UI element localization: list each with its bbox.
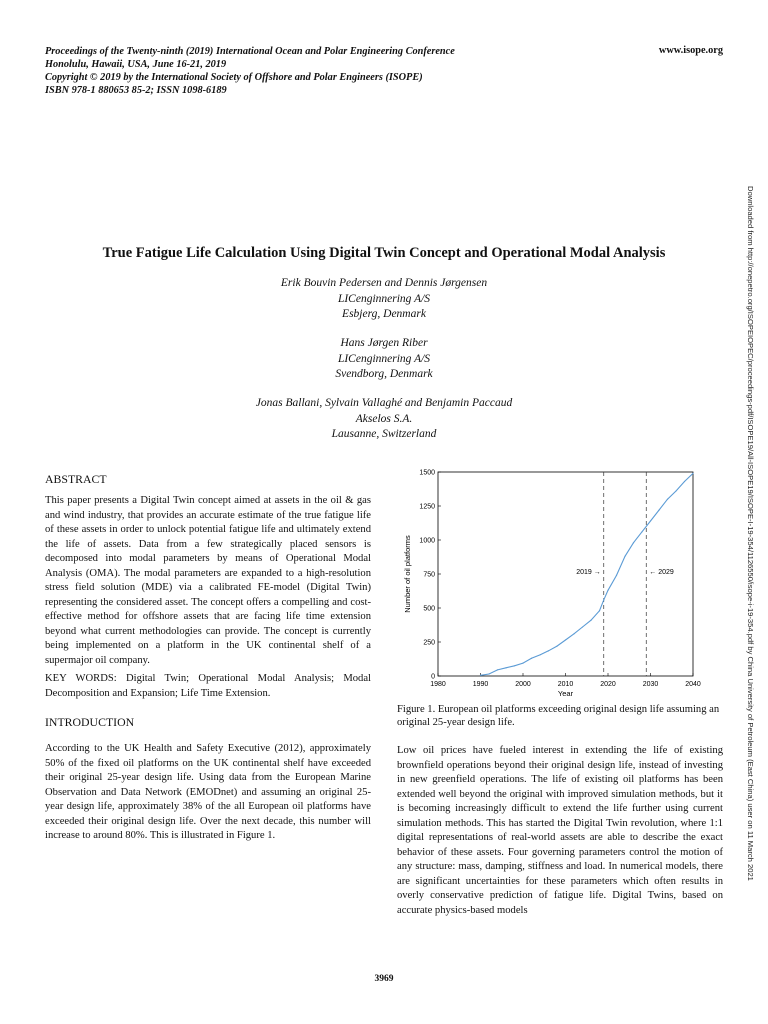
author-location: Esbjerg, Denmark: [342, 308, 426, 320]
data-point: [590, 620, 591, 621]
abstract-text: This paper presents a Digital Twin concept aimed at assets in the oil & gas and wind industry, that provides an accurate estimate of the true fatigue life of these assets in order to unlock potential fatigue life and ultimately extend the life of assets. Data from a few strategically placed sensors is decomposed into modal parameters by means of Operational Modal Analysis (OMA). The modal parameters are expanded to a high-resolution stress field solution (MDE) via a calibrated FE-model (Digital Twin) representing the considered asset. The concept offers a compelling and cost-effective method for offshore assets that are facing life time extension beyond what current methodologies can provide. The concept is currently being implemented on a platform in the UK continental shelf of a supermajor oil company.: [45, 495, 371, 666]
download-note: Downloaded from http://onepetro.org/ISOPEIOPEC/proceedings-pdf/ISOPE19/All-ISOPE19/ISOPE-I-19-354/1126550/isope-i-19-354.pdf by China University of Petroleum (East China) user on 11 March 2021: [746, 186, 755, 881]
y-tick-label: 1500: [419, 469, 435, 477]
proceedings-header: [45, 45, 455, 97]
data-point: [650, 520, 651, 521]
author-affiliation: LICenginnering A/S: [337, 292, 431, 305]
author-group-1: [0, 276, 768, 323]
data-point: [675, 490, 676, 491]
annotation-label: ← 2029: [649, 569, 674, 576]
abstract-heading: ABSTRACT: [45, 472, 107, 486]
keywords: KEY WORDS: Digital Twin; Operational Modal Analysis; Modal Decomposition and Expansion; Life Time Extension.: [45, 673, 371, 699]
data-point: [658, 509, 659, 510]
body-text: Low oil prices have fueled interest in extending the life of existing brownfield operations beyond their original design life, instead of investing in new greenfield operations. The life of existing oil platforms has been extended well beyond the original with improved simulation methods, but it is becoming increasingly difficult to extend the life further using current simulation methods. This has started the Digital Twin revolution, where 1:1 digital representations of real-world assets are able to describe the exact behavior of these assets. Four governing parameters control the motion of any structure: mass, damping, stiffness and load. In numerical models, there are significant uncertainties for these parameters which often results in overly conservative prediction of fatigue life. Digital Twins, based on accurate physics-based models: [397, 745, 723, 916]
page-number: 3969: [374, 974, 394, 984]
header-line: Honolulu, Hawaii, USA, June 16-21, 2019: [45, 59, 227, 70]
author-names: Jonas Ballani, Sylvain Vallaghé and Benjamin Paccaud: [255, 397, 513, 409]
author-location: Svendborg, Denmark: [335, 368, 433, 380]
author-group-2: [0, 336, 768, 383]
annotation-label: 2019 →: [576, 569, 601, 576]
data-point: [667, 499, 668, 500]
x-tick-label: 1990: [472, 681, 489, 688]
data-point: [514, 665, 515, 666]
x-tick-label: 2000: [515, 681, 531, 688]
data-point: [531, 658, 532, 659]
data-point: [505, 667, 506, 668]
data-point: [603, 599, 604, 600]
data-point: [522, 662, 523, 663]
paper-title: True Fatigue Life Calculation Using Digital Twin Concept and Operational Modal Analysis: [102, 245, 666, 261]
x-tick-label: 2030: [642, 681, 659, 688]
website-link[interactable]: www.isope.org: [658, 45, 723, 56]
data-point: [599, 610, 600, 611]
data-point: [488, 673, 489, 674]
y-axis-label: Number of oil platforms: [403, 535, 412, 613]
figure-caption: Figure 1. European oil platforms exceeding original design life assuming an original 25-year design life.: [397, 704, 720, 728]
data-point: [548, 650, 549, 651]
data-point: [539, 654, 540, 655]
header-line: Proceedings of the Twenty-ninth (2019) International Ocean and Polar Engineering Conference: [45, 46, 455, 57]
data-point: [684, 481, 685, 482]
data-point: [624, 556, 625, 557]
x-tick-label: 2040: [685, 681, 701, 688]
author-affiliation: LICenginnering A/S: [337, 352, 431, 365]
y-tick-label: 500: [423, 605, 435, 613]
author-location: Lausanne, Switzerland: [331, 428, 437, 440]
x-axis-label: Year: [557, 689, 574, 698]
header-line: Copyright © 2019 by the International Society of Offshore and Polar Engineers (ISOPE): [45, 72, 423, 83]
author-group-3: [0, 396, 768, 443]
y-tick-label: 1000: [419, 537, 435, 545]
data-point: [573, 633, 574, 634]
y-tick-label: 1250: [419, 503, 435, 511]
y-tick-label: 750: [423, 571, 435, 579]
x-tick-label: 1980: [430, 681, 446, 688]
data-point: [565, 639, 566, 640]
data-point: [480, 675, 481, 676]
data-point: [556, 645, 557, 646]
data-point: [692, 473, 693, 474]
data-point: [633, 542, 634, 543]
data-point: [641, 531, 642, 532]
introduction-heading: INTRODUCTION: [45, 715, 135, 729]
data-point: [497, 669, 498, 670]
figure-1-chart: [398, 462, 724, 702]
data-point: [607, 590, 608, 591]
data-point: [616, 575, 617, 576]
header-line: ISBN 978-1 880653 85-2; ISSN 1098-6189: [45, 85, 227, 96]
author-affiliation: Akselos S.A.: [355, 412, 413, 425]
data-point: [582, 626, 583, 627]
y-tick-label: 0: [431, 673, 435, 681]
introduction-text: According to the UK Health and Safety Executive (2012), approximately 50% of the fixed oil platforms on the UK continental shelf have exceeded their original 25-year design life. Using data from the European Marine Observation and Data Network (EMODnet) and assuming an original 25-year design life, approximately 38% of the all European oil platforms have exceeded their original design life. Over the next decade, this number will increase to around 80%. This is illustrated in Figure 1.: [45, 743, 371, 841]
author-names: Hans Jørgen Riber: [340, 337, 428, 349]
x-tick-label: 2010: [557, 681, 574, 688]
author-names: Erik Bouvin Pedersen and Dennis Jørgensen: [280, 277, 488, 289]
y-tick-label: 250: [423, 639, 435, 647]
x-tick-label: 2020: [600, 681, 616, 688]
